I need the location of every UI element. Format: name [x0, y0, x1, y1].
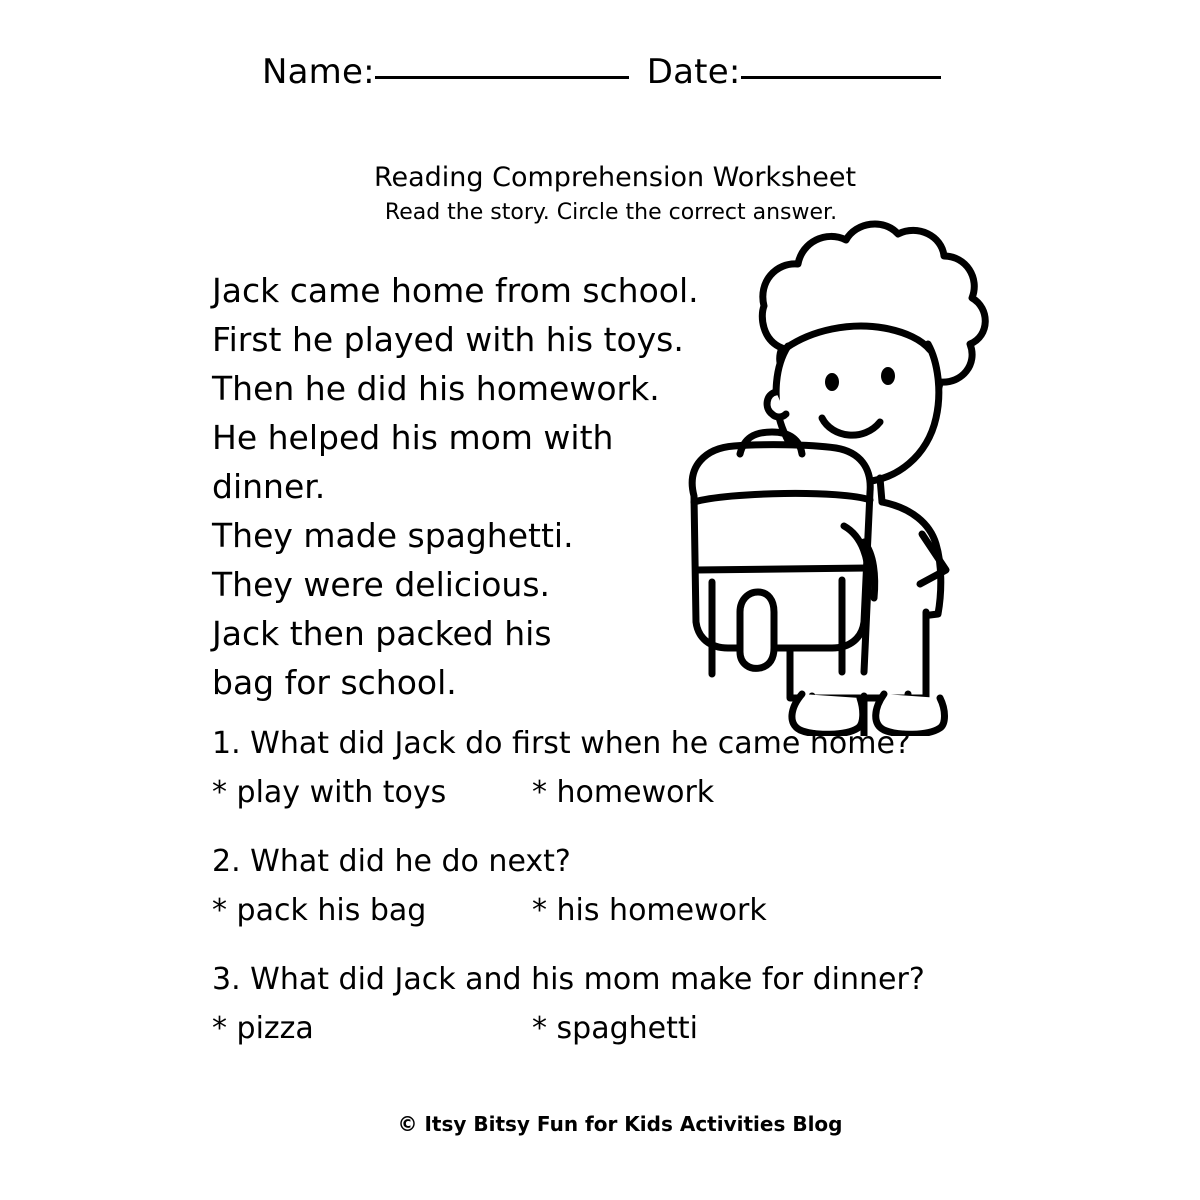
story-line: Jack then packed his — [212, 614, 552, 653]
question-line — [212, 726, 1002, 761]
question-number: 3. — [212, 962, 241, 997]
page-subtitle: Read the story. Circle the correct answer. — [384, 200, 838, 225]
story-line: First he played with his toys. — [212, 320, 684, 359]
questions-list — [212, 726, 1002, 1080]
story-line: bag for school. — [212, 663, 457, 702]
story-line: They were delicious. — [212, 565, 551, 604]
question-block — [212, 962, 1002, 1046]
question-number: 2. — [212, 844, 241, 879]
answer-option[interactable]: * pack his bag — [212, 893, 427, 928]
story-line: They made spaghetti. — [212, 516, 574, 555]
story-line: He helped his mom with — [212, 418, 614, 457]
footer-credit: © Itsy Bitsy Fun for Kids Activities Blog — [397, 1112, 843, 1136]
answer-options — [212, 893, 1002, 928]
name-date-row — [262, 52, 941, 92]
illustration-boy-with-backpack — [636, 196, 1026, 736]
boy-with-backpack-icon — [636, 196, 1026, 736]
name-input-line[interactable] — [375, 76, 629, 79]
question-text: What did Jack do first when he came home? — [250, 726, 911, 761]
story-line: Then he did his homework. — [212, 369, 660, 408]
question-block — [212, 726, 1002, 810]
name-label: Name: — [262, 52, 375, 92]
question-block — [212, 844, 1002, 928]
answer-options — [212, 775, 1002, 810]
story-line: dinner. — [212, 467, 326, 506]
page-title: Reading Comprehension Worksheet — [373, 162, 857, 193]
answer-option[interactable]: * pizza — [212, 1011, 314, 1046]
question-line — [212, 962, 1002, 997]
question-number: 1. — [212, 726, 241, 761]
date-label: Date: — [646, 52, 741, 92]
answer-option[interactable]: * homework — [532, 775, 715, 810]
question-text: What did Jack and his mom make for dinner? — [250, 962, 925, 997]
answer-option[interactable]: * play with toys — [212, 775, 447, 810]
answer-option[interactable]: * his homework — [532, 893, 767, 928]
answer-option[interactable]: * spaghetti — [532, 1011, 698, 1046]
question-line — [212, 844, 1002, 879]
date-input-line[interactable] — [741, 76, 941, 79]
question-text: What did he do next? — [250, 844, 571, 879]
answer-options — [212, 1011, 1002, 1046]
story-line: Jack came home from school. — [212, 271, 699, 310]
